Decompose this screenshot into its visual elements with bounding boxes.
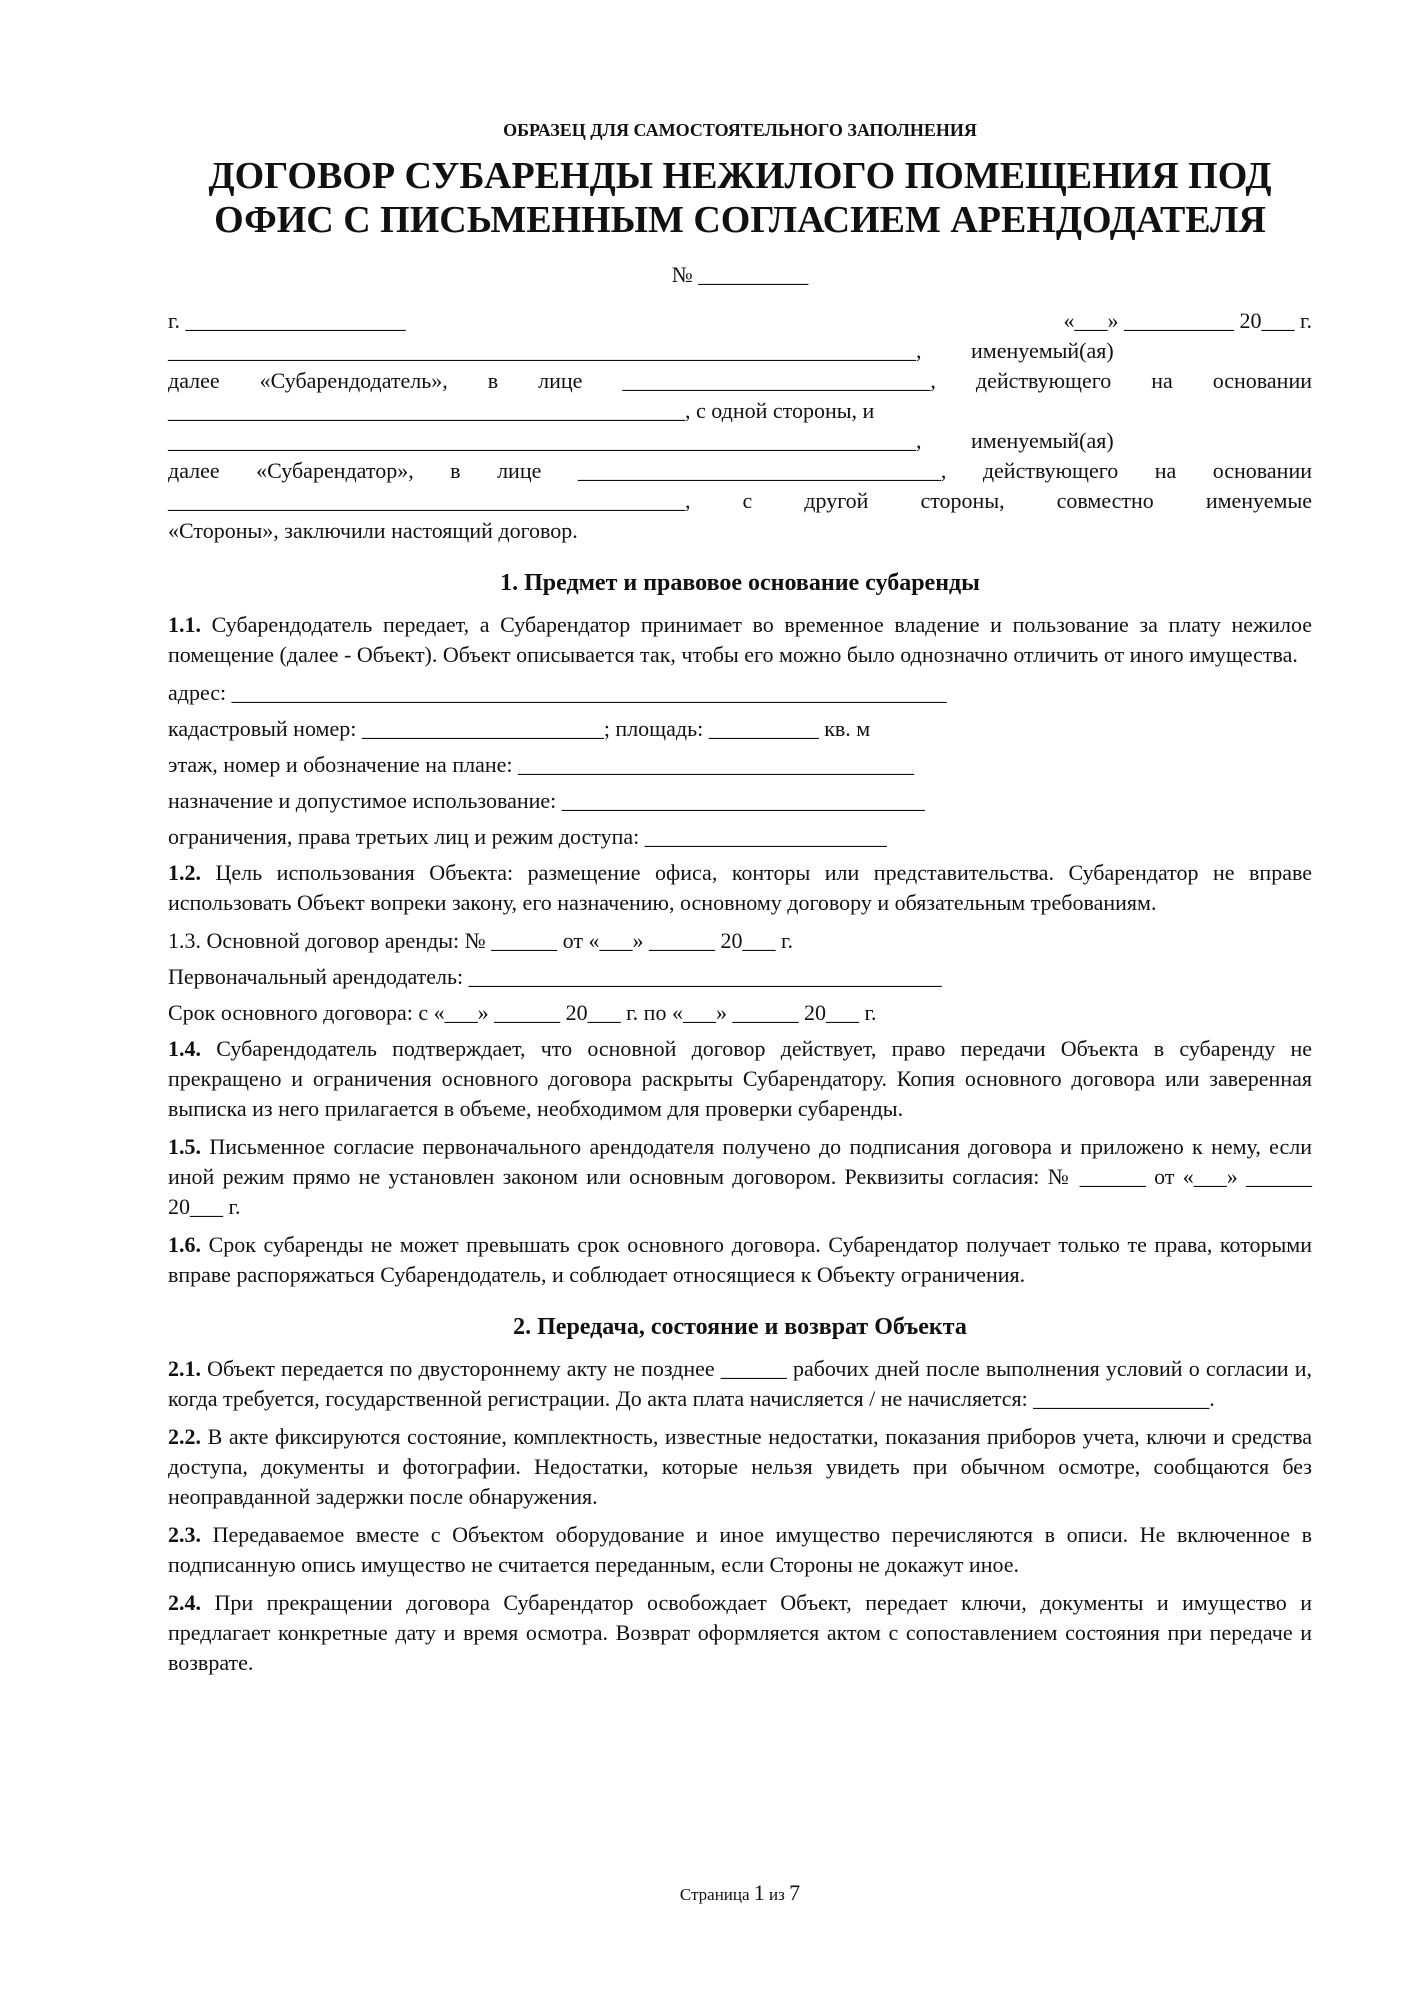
clause-1-3-line-3: Срок основного договора: с «___» ______ 20___ г. по «___» ______ 20___ г.: [168, 1000, 877, 1025]
of-word: из: [769, 1885, 785, 1904]
page-footer: [168, 1880, 1312, 1906]
clause-2-2: 2.2. В акте фиксируются состояние, комплектность, известные недостатки, показания приборов учета, ключи и средства доступа, документы и фотографии. Недостатки, которые нельзя увидеть при обычном осмотре, сообщаются без неоправданной задержки после обнаружения.: [168, 1424, 1312, 1509]
clause-1-3-line-2: Первоначальный арендодатель: ___________________________________________: [168, 964, 942, 989]
city-date-row: [168, 306, 1312, 336]
party2-block: [168, 426, 1312, 546]
clause-2-1: 2.1. Объект передается по двустороннему акту не позднее ______ рабочих дней после выполнения условий о согласии и, когда требуется, государственной регистрации. До акта плата начисляется / не начисляется: ________________.: [168, 1356, 1312, 1411]
clause-1-1: 1.1. Субарендодатель передает, а Субарендатор принимает во временное владение и пользование за плату нежилое помещение (далее - Объект). Объект описывается так, чтобы его можно было однозначно отличить от иного имущества.: [168, 612, 1312, 667]
party2-line-4: «Стороны», заключили настоящий договор.: [168, 518, 578, 543]
city-field: г. ____________________: [168, 308, 406, 333]
address-field: адрес: _________________________________________________________________: [168, 680, 947, 705]
floor-field: этаж, номер и обозначение на плане: ____________________________________: [168, 752, 914, 777]
section2-heading: 2. Передача, состояние и возврат Объекта: [513, 1314, 967, 1340]
page-current: 1: [753, 1880, 765, 1905]
party1-line-2: далее «Субарендодатель», в лице ____________________________, действующего на основании: [168, 368, 1312, 393]
clause-1-6: 1.6. Срок субаренды не может превышать срок основного договора. Субарендатор получает только те права, которыми вправе распоряжаться Субарендодатель, и соблюдает относящиеся к Объекту ограничения.: [168, 1232, 1312, 1287]
clause-1-5: 1.5. Письменное согласие первоначального арендодателя получено до подписания договора и приложено к нему, если иной режим прямо не установлен законом или основным договором. Реквизиты согласия: № ______ от «___» ______ 20___ г.: [168, 1134, 1312, 1219]
purpose-field: назначение и допустимое использование: _________________________________: [168, 788, 925, 813]
restrictions-field: ограничения, права третьих лиц и режим доступа: ______________________: [168, 824, 887, 849]
page-word: Страница: [679, 1885, 750, 1904]
date-field: «___» __________ 20___ г.: [1063, 308, 1312, 333]
title-line-2: ОФИС С ПИСЬМЕННЫМ СОГЛАСИЕМ АРЕНДОДАТЕЛЯ: [214, 199, 1266, 241]
party1-line-1: ____________________________________________________________________, именуемый(ая): [168, 338, 1114, 363]
document-body: [168, 306, 1312, 1686]
party2-line-2: далее «Субарендатор», в лице _________________________________, действующего на основании: [168, 458, 1312, 483]
clause-2-4: 2.4. При прекращении договора Субарендатор освобождает Объект, передает ключи, документы и имущество и предлагает конкретные дату и время осмотра. Возврат оформляется актом с сопоставлением состояния при передаче и возврате.: [168, 1590, 1312, 1675]
section1-heading: 1. Предмет и правовое основание субаренды: [500, 570, 980, 596]
clause-1-3-line-1: 1.3. Основной договор аренды: № ______ от «___» ______ 20___ г.: [168, 928, 794, 953]
sample-label: ОБРАЗЕЦ ДЛЯ САМОСТОЯТЕЛЬНОГО ЗАПОЛНЕНИЯ: [503, 120, 977, 140]
cadastral-field: кадастровый номер: ______________________; площадь: __________ кв. м: [168, 716, 871, 741]
title-line-1: ДОГОВОР СУБАРЕНДЫ НЕЖИЛОГО ПОМЕЩЕНИЯ ПОД: [208, 155, 1272, 197]
clause-1-4: 1.4. Субарендодатель подтверждает, что основной договор действует, право передачи Объекта в субаренду не прекращено и ограничения основного договора раскрыты Субарендатору. Копия основного договора или заверенная выписка из него прилагается в объеме, необходимом для проверки субаренды.: [168, 1036, 1312, 1121]
clause-1-2: 1.2. Цель использования Объекта: размещение офиса, конторы или представительства. Субарендатор не вправе использовать Объект вопреки закону, его назначению, основному договору и обязательным требованиям.: [168, 860, 1312, 915]
document-title: [168, 154, 1312, 242]
page-total: 7: [789, 1880, 801, 1905]
party2-line-1: ____________________________________________________________________, именуемый(ая): [168, 428, 1114, 453]
party1-line-3: _______________________________________________, с одной стороны, и: [168, 398, 875, 423]
party1-block: [168, 336, 1312, 426]
party2-line-3: _______________________________________________, с другой стороны, совместно именуемые: [168, 488, 1312, 513]
contract-number: № __________: [671, 262, 809, 287]
clause-2-3: 2.3. Передаваемое вместе с Объектом оборудование и иное имущество перечисляются в описи. Не включенное в подписанную опись имущество не считается переданным, если Стороны не докажут иное.: [168, 1522, 1312, 1577]
